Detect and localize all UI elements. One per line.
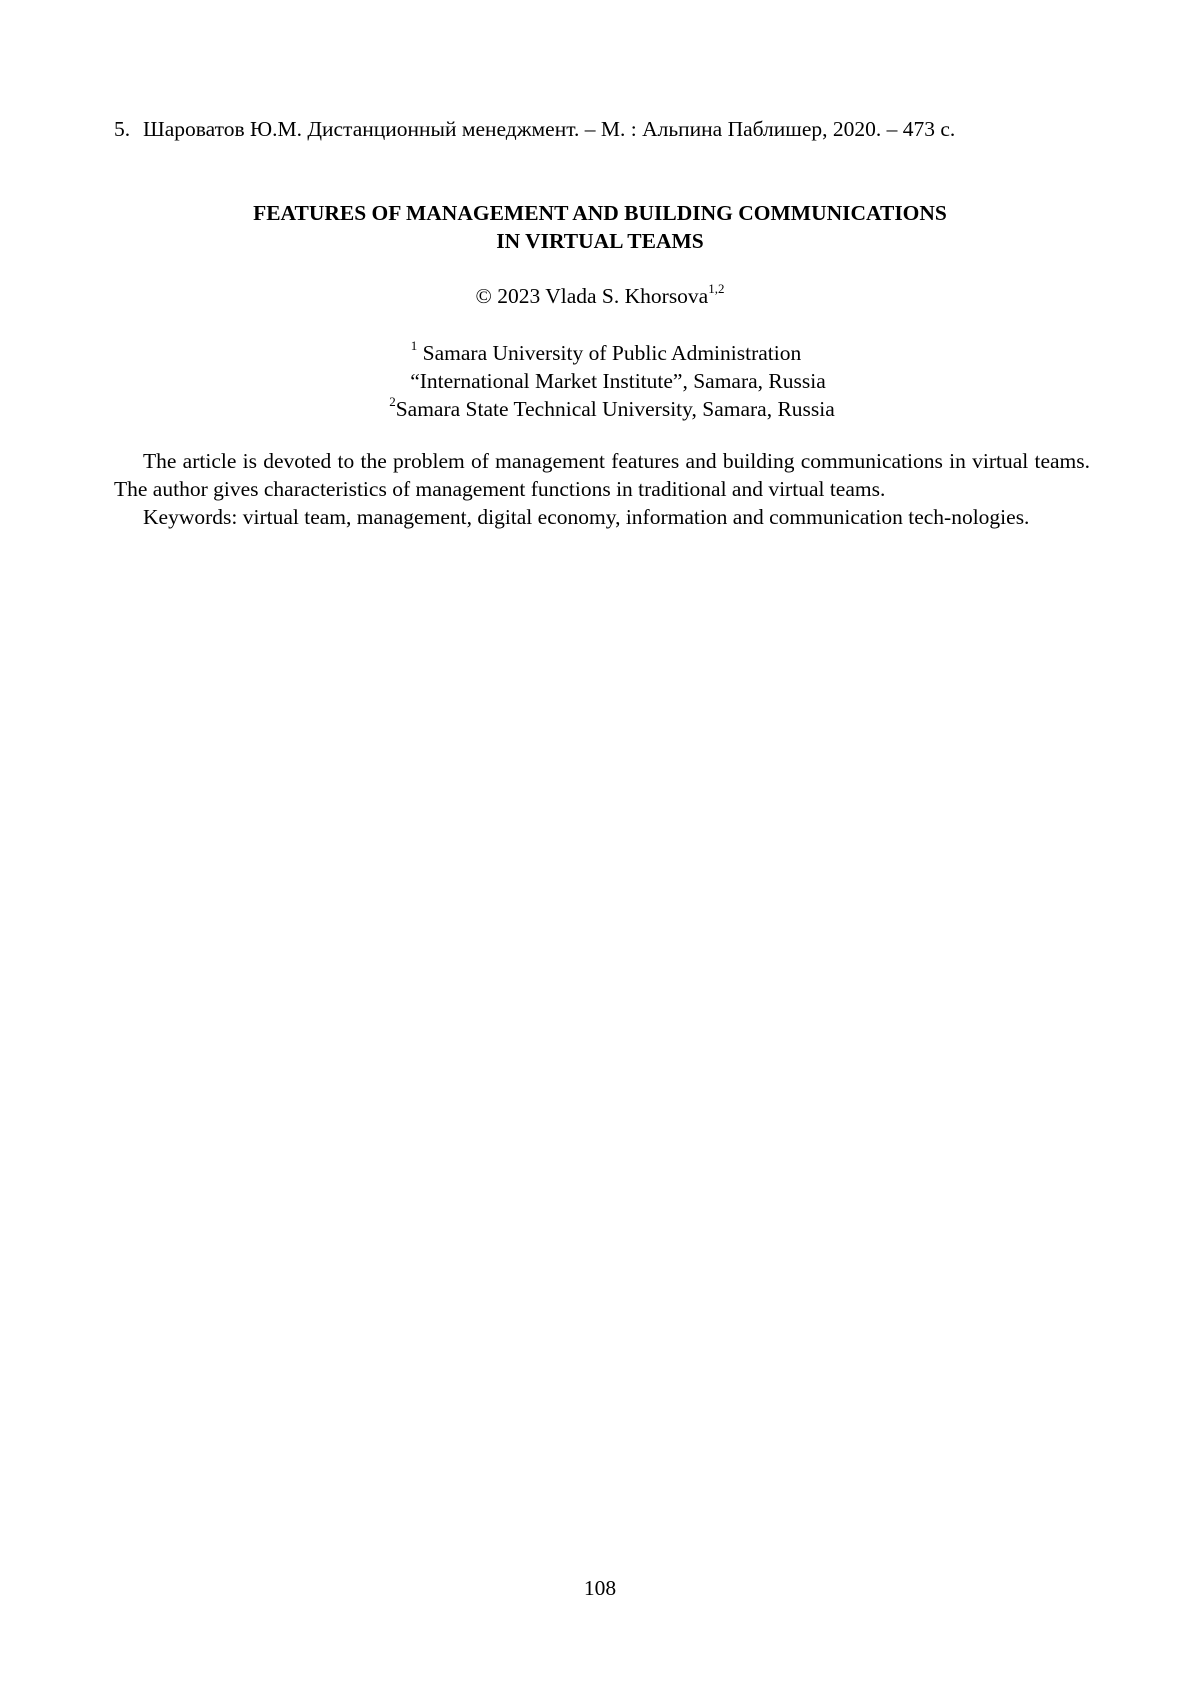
affiliation-1-line-2: “International Market Institute”, Samara, Russia xyxy=(410,369,826,393)
abstract-block xyxy=(114,447,1090,531)
article-title xyxy=(0,199,1200,255)
abstract-text: The article is devoted to the problem of management features and building communications in virtual teams. The author gives characteristics of management functions in traditional and virtual teams. xyxy=(114,449,1090,501)
reference-item xyxy=(114,115,1104,143)
affiliation-2-name: Samara State Technical University, Samara, Russia xyxy=(395,397,835,421)
keywords-text: Keywords: virtual team, management, digital economy, information and communication tech-nologies. xyxy=(143,505,1030,529)
author-line xyxy=(0,282,1200,310)
reference-text: Шароватов Ю.М. Дистанционный менеджмент. – М. : Альпина Паблишер, 2020. – 473 с. xyxy=(143,117,956,141)
reference-number: 5. xyxy=(114,117,131,141)
author-affiliation-marks: 1,2 xyxy=(708,280,725,296)
page-number: 108 xyxy=(583,1576,617,1600)
affiliation-1-name: Samara University of Public Administration xyxy=(417,341,802,365)
affiliation-1-line-1 xyxy=(0,339,1200,367)
affiliations xyxy=(0,339,1200,423)
affiliation-2-mark: 2 xyxy=(389,393,396,409)
article-title-line-1: FEATURES OF MANAGEMENT AND BUILDING COMMUNICATIONS xyxy=(253,201,947,225)
affiliation-1-mark: 1 xyxy=(410,337,418,353)
author-name: © 2023 Vlada S. Khorsova xyxy=(475,284,709,308)
affiliation-2-line xyxy=(0,395,1200,423)
article-title-line-2: IN VIRTUAL TEAMS xyxy=(496,229,704,253)
